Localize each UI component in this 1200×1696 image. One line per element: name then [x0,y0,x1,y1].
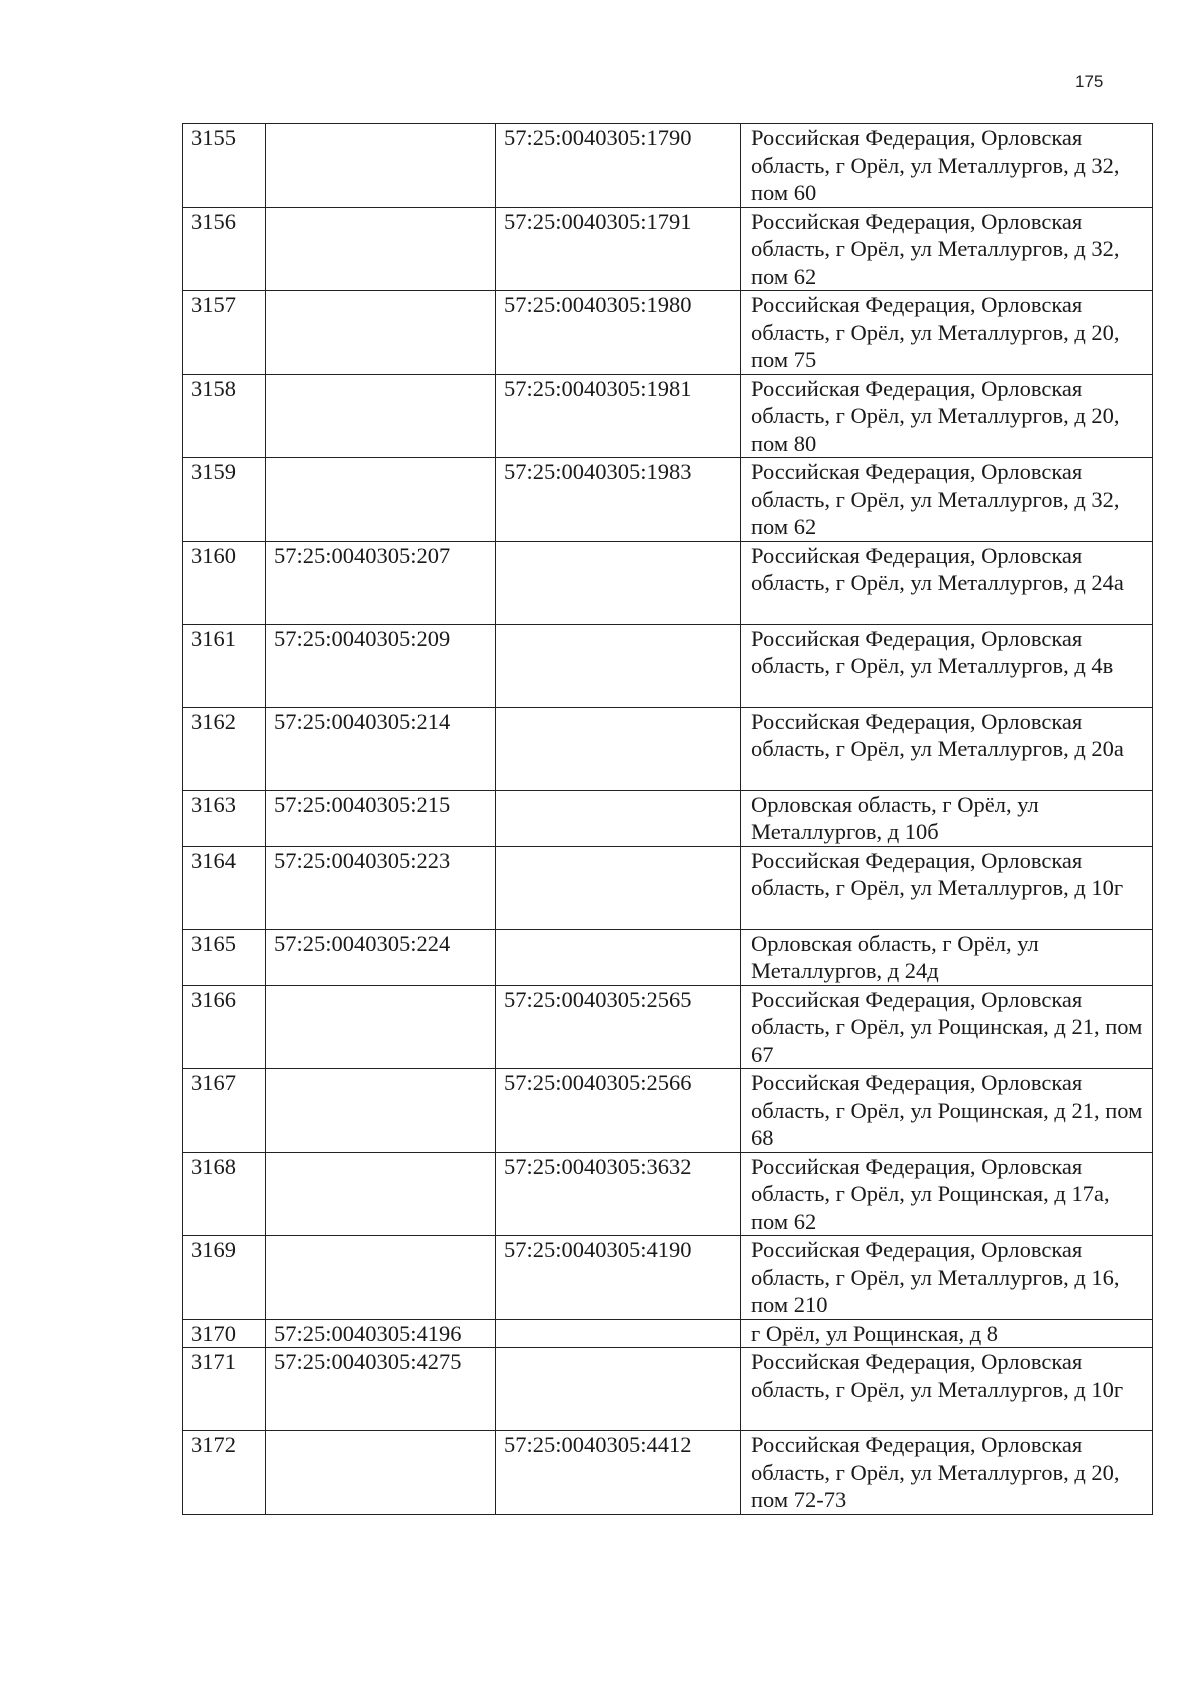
table-row [183,124,1153,208]
land-cadastral-number-cell: 57:25:0040305:223 [266,846,496,929]
object-cadastral-number-cell [496,707,741,790]
land-cadastral-number-cell [266,374,496,458]
land-cadastral-number-cell [266,1069,496,1153]
object-cadastral-number-cell [496,929,741,985]
object-cadastral-number-cell [496,624,741,707]
address-cell: Российская Федерация, Орловская область, г Орёл, ул Металлургов, д 10г [741,1348,1153,1431]
land-cadastral-number-cell: 57:25:0040305:4196 [266,1319,496,1348]
row-number-cell: 3172 [183,1431,266,1515]
land-cadastral-number-cell [266,1152,496,1236]
table-row [183,458,1153,542]
table-row [183,1069,1153,1153]
registry-table-body [183,124,1153,1515]
table-row [183,624,1153,707]
object-cadastral-number-cell [496,541,741,624]
row-number-cell: 3158 [183,374,266,458]
row-number-cell: 3155 [183,124,266,208]
row-number-cell: 3157 [183,291,266,375]
row-number-cell: 3164 [183,846,266,929]
table-row [183,790,1153,846]
table-row [183,1319,1153,1348]
object-cadastral-number-cell [496,790,741,846]
table-row [183,985,1153,1069]
row-number-cell: 3170 [183,1319,266,1348]
page-number: 175 [1075,72,1104,91]
object-cadastral-number-cell [496,1319,741,1348]
object-cadastral-number-cell: 57:25:0040305:1981 [496,374,741,458]
row-number-cell: 3167 [183,1069,266,1153]
row-number-cell: 3160 [183,541,266,624]
table-row [183,846,1153,929]
object-cadastral-number-cell [496,1348,741,1431]
row-number-cell: 3156 [183,207,266,291]
address-cell: Российская Федерация, Орловская область, г Орёл, ул Металлургов, д 20, пом 72-73 [741,1431,1153,1515]
table-row [183,1236,1153,1320]
row-number-cell: 3171 [183,1348,266,1431]
object-cadastral-number-cell: 57:25:0040305:1791 [496,207,741,291]
address-cell: Российская Федерация, Орловская область, г Орёл, ул Рощинская, д 21, пом 67 [741,985,1153,1069]
land-cadastral-number-cell [266,124,496,208]
row-number-cell: 3163 [183,790,266,846]
object-cadastral-number-cell: 57:25:0040305:4412 [496,1431,741,1515]
row-number-cell: 3166 [183,985,266,1069]
address-cell: Российская Федерация, Орловская область, г Орёл, ул Металлургов, д 24а [741,541,1153,624]
property-registry-table [182,123,1153,1515]
object-cadastral-number-cell: 57:25:0040305:1980 [496,291,741,375]
address-cell: г Орёл, ул Рощинская, д 8 [741,1319,1153,1348]
land-cadastral-number-cell: 57:25:0040305:214 [266,707,496,790]
address-cell: Орловская область, г Орёл, ул Металлургов, д 10б [741,790,1153,846]
row-number-cell: 3159 [183,458,266,542]
land-cadastral-number-cell: 57:25:0040305:207 [266,541,496,624]
land-cadastral-number-cell [266,291,496,375]
address-cell: Российская Федерация, Орловская область, г Орёл, ул Металлургов, д 10г [741,846,1153,929]
row-number-cell: 3162 [183,707,266,790]
object-cadastral-number-cell: 57:25:0040305:4190 [496,1236,741,1320]
address-cell: Орловская область, г Орёл, ул Металлургов, д 24д [741,929,1153,985]
table-row [183,707,1153,790]
address-cell: Российская Федерация, Орловская область, г Орёл, ул Металлургов, д 32, пом 60 [741,124,1153,208]
row-number-cell: 3165 [183,929,266,985]
address-cell: Российская Федерация, Орловская область, г Орёл, ул Металлургов, д 16, пом 210 [741,1236,1153,1320]
land-cadastral-number-cell [266,985,496,1069]
address-cell: Российская Федерация, Орловская область, г Орёл, ул Рощинская, д 17а, пом 62 [741,1152,1153,1236]
land-cadastral-number-cell [266,1431,496,1515]
table-row [183,207,1153,291]
table-row [183,929,1153,985]
object-cadastral-number-cell: 57:25:0040305:2566 [496,1069,741,1153]
address-cell: Российская Федерация, Орловская область, г Орёл, ул Металлургов, д 32, пом 62 [741,458,1153,542]
land-cadastral-number-cell [266,458,496,542]
row-number-cell: 3168 [183,1152,266,1236]
object-cadastral-number-cell: 57:25:0040305:1983 [496,458,741,542]
address-cell: Российская Федерация, Орловская область, г Орёл, ул Металлургов, д 20а [741,707,1153,790]
land-cadastral-number-cell: 57:25:0040305:215 [266,790,496,846]
object-cadastral-number-cell [496,846,741,929]
address-cell: Российская Федерация, Орловская область, г Орёл, ул Металлургов, д 32, пом 62 [741,207,1153,291]
table-row [183,1431,1153,1515]
object-cadastral-number-cell: 57:25:0040305:1790 [496,124,741,208]
table-row [183,1348,1153,1431]
address-cell: Российская Федерация, Орловская область, г Орёл, ул Рощинская, д 21, пом 68 [741,1069,1153,1153]
land-cadastral-number-cell: 57:25:0040305:209 [266,624,496,707]
address-cell: Российская Федерация, Орловская область, г Орёл, ул Металлургов, д 20, пом 80 [741,374,1153,458]
object-cadastral-number-cell: 57:25:0040305:3632 [496,1152,741,1236]
table-row [183,374,1153,458]
land-cadastral-number-cell: 57:25:0040305:4275 [266,1348,496,1431]
table-row [183,291,1153,375]
object-cadastral-number-cell: 57:25:0040305:2565 [496,985,741,1069]
table-row [183,1152,1153,1236]
row-number-cell: 3169 [183,1236,266,1320]
land-cadastral-number-cell: 57:25:0040305:224 [266,929,496,985]
land-cadastral-number-cell [266,207,496,291]
row-number-cell: 3161 [183,624,266,707]
address-cell: Российская Федерация, Орловская область, г Орёл, ул Металлургов, д 4в [741,624,1153,707]
table-row [183,541,1153,624]
address-cell: Российская Федерация, Орловская область, г Орёл, ул Металлургов, д 20, пом 75 [741,291,1153,375]
land-cadastral-number-cell [266,1236,496,1320]
